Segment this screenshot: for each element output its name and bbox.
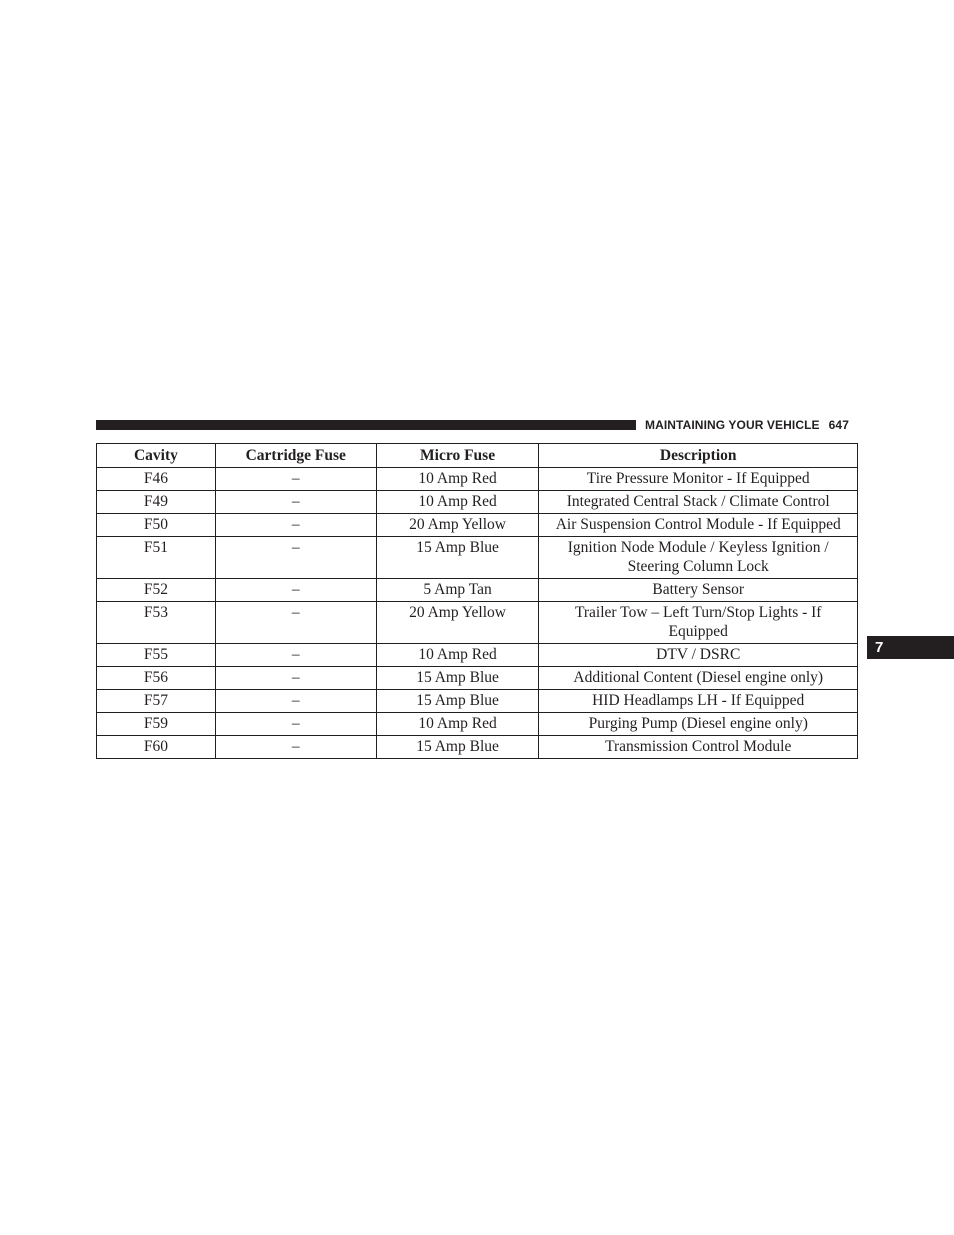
cartridge-fuse-cell: – xyxy=(215,537,376,579)
description-cell: Additional Content (Diesel engine only) xyxy=(539,667,858,690)
cartridge-fuse-cell: – xyxy=(215,491,376,514)
description-cell: Integrated Central Stack / Climate Control xyxy=(539,491,858,514)
cavity-cell: F52 xyxy=(97,579,216,602)
column-header-micro-fuse: Micro Fuse xyxy=(376,444,539,468)
cavity-cell: F46 xyxy=(97,468,216,491)
micro-fuse-cell: 20 Amp Yellow xyxy=(376,602,539,644)
cartridge-fuse-cell: – xyxy=(215,468,376,491)
micro-fuse-cell: 10 Amp Red xyxy=(376,713,539,736)
cartridge-fuse-cell: – xyxy=(215,579,376,602)
micro-fuse-cell: 10 Amp Red xyxy=(376,491,539,514)
description-cell: Transmission Control Module xyxy=(539,736,858,759)
cartridge-fuse-cell: – xyxy=(215,713,376,736)
description-cell: Air Suspension Control Module - If Equipped xyxy=(539,514,858,537)
table-row xyxy=(97,644,858,667)
micro-fuse-cell: 5 Amp Tan xyxy=(376,579,539,602)
cavity-cell: F59 xyxy=(97,713,216,736)
description-cell: Trailer Tow – Left Turn/Stop Lights - If Equipped xyxy=(539,602,858,644)
micro-fuse-cell: 20 Amp Yellow xyxy=(376,514,539,537)
cavity-cell: F60 xyxy=(97,736,216,759)
cavity-cell: F57 xyxy=(97,690,216,713)
micro-fuse-cell: 15 Amp Blue xyxy=(376,667,539,690)
micro-fuse-cell: 10 Amp Red xyxy=(376,468,539,491)
cartridge-fuse-cell: – xyxy=(215,514,376,537)
micro-fuse-cell: 15 Amp Blue xyxy=(376,736,539,759)
cavity-cell: F55 xyxy=(97,644,216,667)
table-row xyxy=(97,468,858,491)
description-cell: Ignition Node Module / Keyless Ignition / Steering Column Lock xyxy=(539,537,858,579)
description-cell: DTV / DSRC xyxy=(539,644,858,667)
cartridge-fuse-cell: – xyxy=(215,644,376,667)
section-title: MAINTAINING YOUR VEHICLE xyxy=(645,418,820,432)
column-header-cartridge-fuse: Cartridge Fuse xyxy=(215,444,376,468)
description-cell: Battery Sensor xyxy=(539,579,858,602)
micro-fuse-cell: 15 Amp Blue xyxy=(376,690,539,713)
micro-fuse-cell: 10 Amp Red xyxy=(376,644,539,667)
page-number: 647 xyxy=(828,418,849,432)
table-header-row xyxy=(97,444,858,468)
cavity-cell: F50 xyxy=(97,514,216,537)
description-cell: Tire Pressure Monitor - If Equipped xyxy=(539,468,858,491)
cartridge-fuse-cell: – xyxy=(215,602,376,644)
table-row xyxy=(97,514,858,537)
cavity-cell: F56 xyxy=(97,667,216,690)
table-row xyxy=(97,713,858,736)
cavity-cell: F51 xyxy=(97,537,216,579)
micro-fuse-cell: 15 Amp Blue xyxy=(376,537,539,579)
running-header xyxy=(645,417,849,433)
table-row xyxy=(97,537,858,579)
description-cell: Purging Pump (Diesel engine only) xyxy=(539,713,858,736)
column-header-cavity: Cavity xyxy=(97,444,216,468)
cavity-cell: F49 xyxy=(97,491,216,514)
table-row xyxy=(97,579,858,602)
cartridge-fuse-cell: – xyxy=(215,736,376,759)
table-row xyxy=(97,667,858,690)
table-row xyxy=(97,491,858,514)
table-row xyxy=(97,690,858,713)
chapter-number: 7 xyxy=(875,639,884,656)
description-cell: HID Headlamps LH - If Equipped xyxy=(539,690,858,713)
cavity-cell: F53 xyxy=(97,602,216,644)
chapter-tab xyxy=(867,636,954,659)
column-header-description: Description xyxy=(539,444,858,468)
header-rule xyxy=(96,420,636,430)
fuse-table xyxy=(96,443,858,759)
cartridge-fuse-cell: – xyxy=(215,667,376,690)
table-row xyxy=(97,736,858,759)
table-row xyxy=(97,602,858,644)
cartridge-fuse-cell: – xyxy=(215,690,376,713)
